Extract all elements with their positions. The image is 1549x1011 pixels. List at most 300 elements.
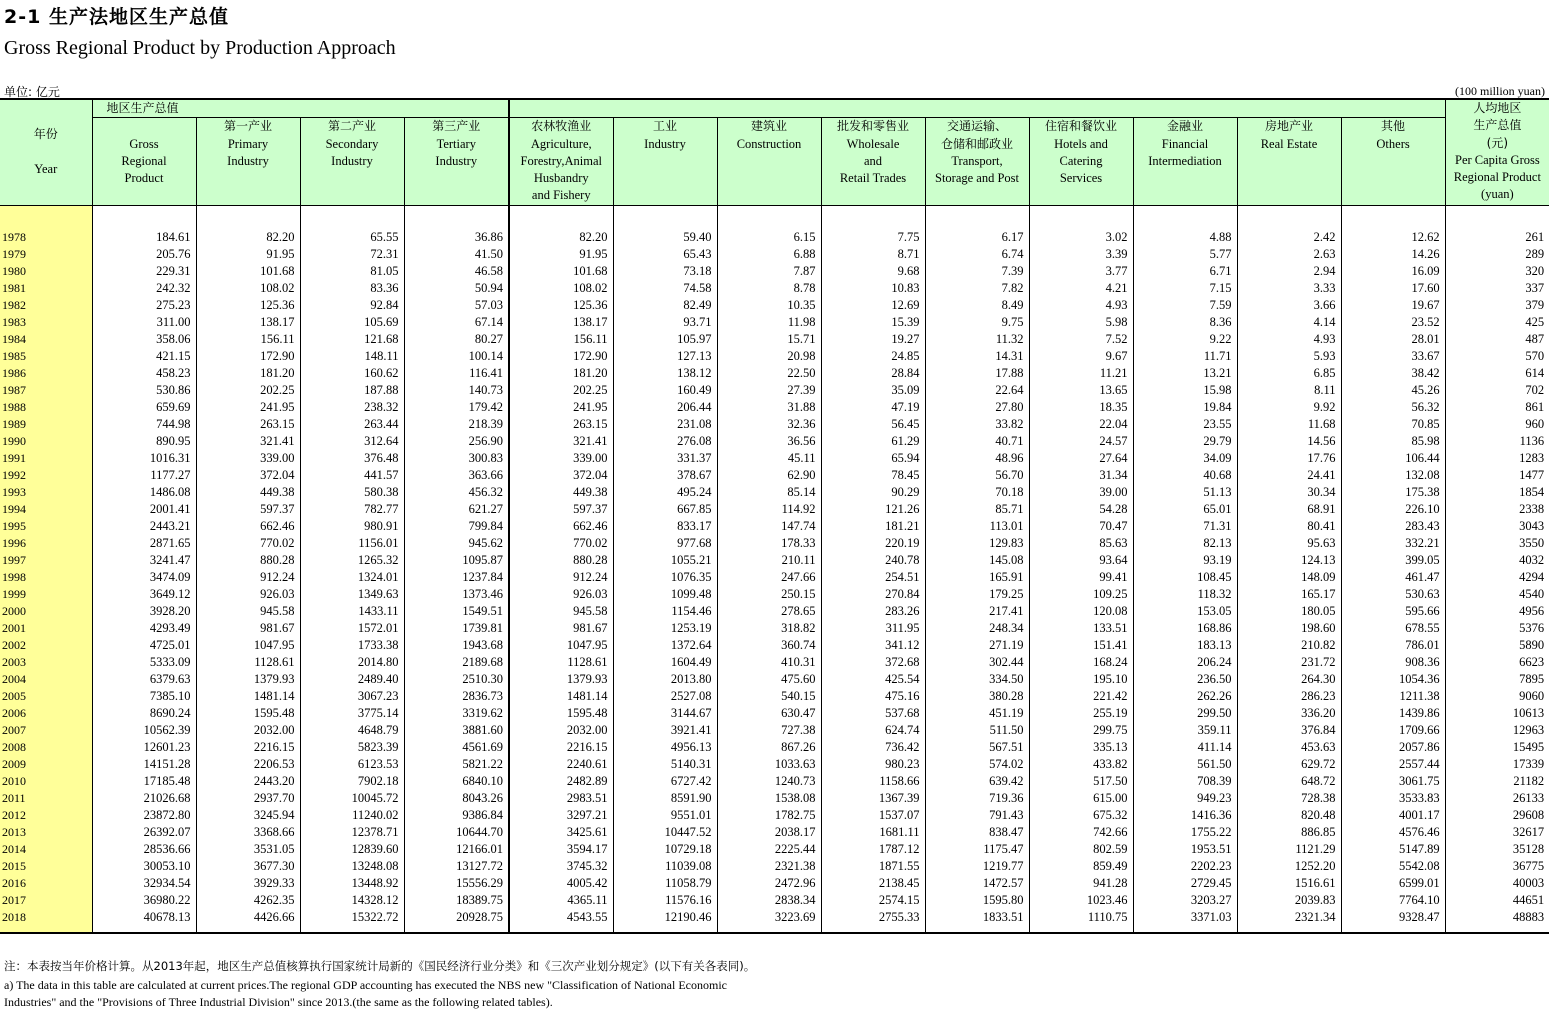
value-cell: 181.20	[196, 365, 300, 382]
value-cell: 99.41	[1029, 569, 1133, 586]
value-cell: 13.21	[1133, 365, 1237, 382]
table-row	[0, 535, 1549, 552]
spacer-cell	[509, 205, 613, 229]
spacer-cell	[821, 205, 925, 229]
value-cell: 51.13	[1133, 484, 1237, 501]
value-cell: 475.60	[717, 671, 821, 688]
value-cell: 3594.17	[509, 841, 613, 858]
year-cell: 1984	[0, 331, 92, 348]
year-cell: 1990	[0, 433, 92, 450]
value-cell: 10613	[1445, 705, 1549, 722]
value-cell: 1373.46	[404, 586, 509, 603]
value-cell: 70.85	[1341, 416, 1445, 433]
table-row	[0, 569, 1549, 586]
value-cell: 3297.21	[509, 807, 613, 824]
value-cell: 1054.36	[1341, 671, 1445, 688]
year-cell: 1982	[0, 297, 92, 314]
year-cell: 2014	[0, 841, 92, 858]
year-cell: 2012	[0, 807, 92, 824]
value-cell: 2321.34	[1237, 909, 1341, 926]
value-cell: 36.56	[717, 433, 821, 450]
value-cell: 151.41	[1029, 637, 1133, 654]
value-cell: 441.57	[300, 467, 404, 484]
value-cell: 9060	[1445, 688, 1549, 705]
value-cell: 15.71	[717, 331, 821, 348]
closing-cell	[925, 926, 1029, 933]
value-cell: 1516.61	[1237, 875, 1341, 892]
table-row	[0, 229, 1549, 246]
value-cell: 1871.55	[821, 858, 925, 875]
year-cell: 2000	[0, 603, 92, 620]
value-cell: 10562.39	[92, 722, 196, 739]
value-cell: 218.39	[404, 416, 509, 433]
table-row	[0, 552, 1549, 569]
header-transport: 交通运输、 仓储和邮政业 Transport, Storage and Post	[925, 118, 1029, 205]
value-cell: 487	[1445, 331, 1549, 348]
value-cell: 1253.19	[613, 620, 717, 637]
value-cell: 8690.24	[92, 705, 196, 722]
value-cell: 56.32	[1341, 399, 1445, 416]
value-cell: 35128	[1445, 841, 1549, 858]
value-cell: 3368.66	[196, 824, 300, 841]
value-cell: 2489.40	[300, 671, 404, 688]
value-cell: 65.01	[1133, 501, 1237, 518]
table-row	[0, 807, 1549, 824]
header-agriculture: 农林牧渔业 Agriculture, Forestry,Animal Husbandry and Fishery	[509, 118, 613, 205]
value-cell: 3775.14	[300, 705, 404, 722]
value-cell: 23.52	[1341, 314, 1445, 331]
value-cell: 210.11	[717, 552, 821, 569]
value-cell: 276.08	[613, 433, 717, 450]
value-cell: 1055.21	[613, 552, 717, 569]
value-cell: 275.23	[92, 297, 196, 314]
value-cell: 61.29	[821, 433, 925, 450]
value-cell: 15.39	[821, 314, 925, 331]
value-cell: 912.24	[509, 569, 613, 586]
value-cell: 8.11	[1237, 382, 1341, 399]
value-cell: 8.71	[821, 246, 925, 263]
value-cell: 1076.35	[613, 569, 717, 586]
value-cell: 6727.42	[613, 773, 717, 790]
year-cell: 2008	[0, 739, 92, 756]
value-cell: 7895	[1445, 671, 1549, 688]
year-cell: 1991	[0, 450, 92, 467]
value-cell: 90.29	[821, 484, 925, 501]
value-cell: 6.74	[925, 246, 1029, 263]
value-cell: 339.00	[509, 450, 613, 467]
value-cell: 14.31	[925, 348, 1029, 365]
value-cell: 302.44	[925, 654, 1029, 671]
table-row	[0, 297, 1549, 314]
value-cell: 236.50	[1133, 671, 1237, 688]
table-row	[0, 620, 1549, 637]
value-cell: 1154.46	[613, 603, 717, 620]
value-cell: 3425.61	[509, 824, 613, 841]
value-cell: 31.88	[717, 399, 821, 416]
year-cell: 2006	[0, 705, 92, 722]
value-cell: 1595.80	[925, 892, 1029, 909]
value-cell: 5147.89	[1341, 841, 1445, 858]
value-cell: 38.42	[1341, 365, 1445, 382]
value-cell: 32.36	[717, 416, 821, 433]
value-cell: 2729.45	[1133, 875, 1237, 892]
value-cell: 10447.52	[613, 824, 717, 841]
value-cell: 1016.31	[92, 450, 196, 467]
value-cell: 80.27	[404, 331, 509, 348]
value-cell: 949.23	[1133, 790, 1237, 807]
value-cell: 226.10	[1341, 501, 1445, 518]
value-cell: 28536.66	[92, 841, 196, 858]
spacer-cell	[925, 205, 1029, 229]
year-cell: 2015	[0, 858, 92, 875]
value-cell: 242.32	[92, 280, 196, 297]
value-cell: 67.14	[404, 314, 509, 331]
value-cell: 14328.12	[300, 892, 404, 909]
value-cell: 15556.29	[404, 875, 509, 892]
header-gdp-cn: 地区生产总值	[92, 99, 196, 118]
value-cell: 662.46	[509, 518, 613, 535]
value-cell: 6.88	[717, 246, 821, 263]
value-cell: 16.09	[1341, 263, 1445, 280]
value-cell: 153.05	[1133, 603, 1237, 620]
year-cell: 1992	[0, 467, 92, 484]
value-cell: 540.15	[717, 688, 821, 705]
year-cell: 1995	[0, 518, 92, 535]
value-cell: 31.34	[1029, 467, 1133, 484]
value-cell: 5.77	[1133, 246, 1237, 263]
value-cell: 321.41	[196, 433, 300, 450]
table-row	[0, 824, 1549, 841]
value-cell: 1047.95	[509, 637, 613, 654]
value-cell: 1047.95	[196, 637, 300, 654]
value-cell: 57.03	[404, 297, 509, 314]
value-cell: 2206.53	[196, 756, 300, 773]
year-cell: 2009	[0, 756, 92, 773]
value-cell: 132.08	[1341, 467, 1445, 484]
table-row	[0, 501, 1549, 518]
table-body	[0, 205, 1549, 933]
value-cell: 1477	[1445, 467, 1549, 484]
value-cell: 1549.51	[404, 603, 509, 620]
value-cell: 425	[1445, 314, 1549, 331]
value-cell: 630.47	[717, 705, 821, 722]
spacer-row	[0, 205, 1549, 229]
value-cell: 9.67	[1029, 348, 1133, 365]
value-cell: 399.05	[1341, 552, 1445, 569]
value-cell: 54.28	[1029, 501, 1133, 518]
table-row	[0, 688, 1549, 705]
value-cell: 372.04	[196, 467, 300, 484]
value-cell: 93.71	[613, 314, 717, 331]
table-row	[0, 790, 1549, 807]
value-cell: 181.20	[509, 365, 613, 382]
value-cell: 1211.38	[1341, 688, 1445, 705]
header-construction: 建筑业 Construction	[717, 118, 821, 205]
value-cell: 12378.71	[300, 824, 404, 841]
value-cell: 40.71	[925, 433, 1029, 450]
value-cell: 231.72	[1237, 654, 1341, 671]
value-cell: 2039.83	[1237, 892, 1341, 909]
value-cell: 29608	[1445, 807, 1549, 824]
value-cell: 34.09	[1133, 450, 1237, 467]
value-cell: 4956.13	[613, 739, 717, 756]
value-cell: 1099.48	[613, 586, 717, 603]
value-cell: 2983.51	[509, 790, 613, 807]
value-cell: 3.66	[1237, 297, 1341, 314]
spacer-cell	[613, 205, 717, 229]
value-cell: 597.37	[196, 501, 300, 518]
value-cell: 2225.44	[717, 841, 821, 858]
value-cell: 7.15	[1133, 280, 1237, 297]
value-cell: 85.63	[1029, 535, 1133, 552]
spacer-cell	[1133, 205, 1237, 229]
value-cell: 311.00	[92, 314, 196, 331]
value-cell: 6.71	[1133, 263, 1237, 280]
value-cell: 65.55	[300, 229, 404, 246]
value-cell: 1110.75	[1029, 909, 1133, 926]
value-cell: 867.26	[717, 739, 821, 756]
value-cell: 22.04	[1029, 416, 1133, 433]
value-cell: 13127.72	[404, 858, 509, 875]
value-cell: 13248.08	[300, 858, 404, 875]
value-cell: 72.31	[300, 246, 404, 263]
closing-row	[0, 926, 1549, 933]
value-cell: 6840.10	[404, 773, 509, 790]
value-cell: 70.18	[925, 484, 1029, 501]
value-cell: 8.36	[1133, 314, 1237, 331]
value-cell: 114.92	[717, 501, 821, 518]
value-cell: 719.36	[925, 790, 1029, 807]
value-cell: 247.66	[717, 569, 821, 586]
value-cell: 120.08	[1029, 603, 1133, 620]
value-cell: 44651	[1445, 892, 1549, 909]
value-cell: 160.49	[613, 382, 717, 399]
value-cell: 59.40	[613, 229, 717, 246]
value-cell: 3745.32	[509, 858, 613, 875]
value-cell: 50.94	[404, 280, 509, 297]
closing-cell	[196, 926, 300, 933]
value-cell: 461.47	[1341, 569, 1445, 586]
value-cell: 1486.08	[92, 484, 196, 501]
value-cell: 264.30	[1237, 671, 1341, 688]
value-cell: 12601.23	[92, 739, 196, 756]
value-cell: 283.26	[821, 603, 925, 620]
value-cell: 945.62	[404, 535, 509, 552]
value-cell: 125.36	[196, 297, 300, 314]
value-cell: 1349.63	[300, 586, 404, 603]
value-cell: 283.43	[1341, 518, 1445, 535]
value-cell: 121.26	[821, 501, 925, 518]
value-cell: 82.20	[196, 229, 300, 246]
table-row	[0, 280, 1549, 297]
year-cell: 1985	[0, 348, 92, 365]
value-cell: 2443.21	[92, 518, 196, 535]
value-cell: 2032.00	[509, 722, 613, 739]
year-cell: 1981	[0, 280, 92, 297]
year-cell: 2013	[0, 824, 92, 841]
value-cell: 95.63	[1237, 535, 1341, 552]
value-cell: 376.48	[300, 450, 404, 467]
value-cell: 908.36	[1341, 654, 1445, 671]
value-cell: 299.50	[1133, 705, 1237, 722]
value-cell: 2138.45	[821, 875, 925, 892]
value-cell: 129.83	[925, 535, 1029, 552]
value-cell: 10644.70	[404, 824, 509, 841]
year-cell: 2004	[0, 671, 92, 688]
value-cell: 187.88	[300, 382, 404, 399]
value-cell: 570	[1445, 348, 1549, 365]
value-cell: 19.67	[1341, 297, 1445, 314]
year-cell: 1996	[0, 535, 92, 552]
value-cell: 108.02	[509, 280, 613, 297]
value-cell: 3677.30	[196, 858, 300, 875]
value-cell: 1128.61	[196, 654, 300, 671]
value-cell: 100.14	[404, 348, 509, 365]
year-cell: 1987	[0, 382, 92, 399]
year-cell: 2002	[0, 637, 92, 654]
value-cell: 1604.49	[613, 654, 717, 671]
value-cell: 2038.17	[717, 824, 821, 841]
value-cell: 202.25	[509, 382, 613, 399]
spacer-cell	[1029, 205, 1133, 229]
value-cell: 7.82	[925, 280, 1029, 297]
table-row	[0, 484, 1549, 501]
value-cell: 1472.57	[925, 875, 1029, 892]
value-cell: 261	[1445, 229, 1549, 246]
value-cell: 1379.93	[509, 671, 613, 688]
value-cell: 18.35	[1029, 399, 1133, 416]
value-cell: 421.15	[92, 348, 196, 365]
year-cell: 1997	[0, 552, 92, 569]
value-cell: 62.90	[717, 467, 821, 484]
value-cell: 229.31	[92, 263, 196, 280]
value-cell: 210.82	[1237, 637, 1341, 654]
value-cell: 2321.38	[717, 858, 821, 875]
page-title-en: Gross Regional Product by Production Approach	[4, 37, 396, 59]
value-cell: 18389.75	[404, 892, 509, 909]
value-cell: 93.64	[1029, 552, 1133, 569]
value-cell: 17185.48	[92, 773, 196, 790]
value-cell: 73.18	[613, 263, 717, 280]
value-cell: 27.64	[1029, 450, 1133, 467]
value-cell: 3550	[1445, 535, 1549, 552]
value-cell: 1595.48	[196, 705, 300, 722]
value-cell: 263.15	[509, 416, 613, 433]
table-row	[0, 892, 1549, 909]
spacer-cell	[404, 205, 509, 229]
value-cell: 3929.33	[196, 875, 300, 892]
year-cell: 2011	[0, 790, 92, 807]
value-cell: 33.82	[925, 416, 1029, 433]
value-cell: 3203.27	[1133, 892, 1237, 909]
table-row	[0, 637, 1549, 654]
value-cell: 372.04	[509, 467, 613, 484]
value-cell: 786.01	[1341, 637, 1445, 654]
value-cell: 40678.13	[92, 909, 196, 926]
value-cell: 1240.73	[717, 773, 821, 790]
value-cell: 4725.01	[92, 637, 196, 654]
value-cell: 659.69	[92, 399, 196, 416]
value-cell: 4293.49	[92, 620, 196, 637]
value-cell: 517.50	[1029, 773, 1133, 790]
value-cell: 3241.47	[92, 552, 196, 569]
value-cell: 195.10	[1029, 671, 1133, 688]
value-cell: 4262.35	[196, 892, 300, 909]
value-cell: 91.95	[196, 246, 300, 263]
value-cell: 36.86	[404, 229, 509, 246]
value-cell: 4032	[1445, 552, 1549, 569]
value-cell: 3144.67	[613, 705, 717, 722]
value-cell: 1023.46	[1029, 892, 1133, 909]
value-cell: 26133	[1445, 790, 1549, 807]
value-cell: 1237.84	[404, 569, 509, 586]
table-row	[0, 399, 1549, 416]
value-cell: 337	[1445, 280, 1549, 297]
value-cell: 181.21	[821, 518, 925, 535]
value-cell: 85.71	[925, 501, 1029, 518]
value-cell: 1033.63	[717, 756, 821, 773]
value-cell: 19.84	[1133, 399, 1237, 416]
closing-cell	[613, 926, 717, 933]
value-cell: 165.17	[1237, 586, 1341, 603]
value-cell: 3474.09	[92, 569, 196, 586]
table-row	[0, 348, 1549, 365]
value-cell: 2838.34	[717, 892, 821, 909]
value-cell: 980.23	[821, 756, 925, 773]
value-cell: 24.57	[1029, 433, 1133, 450]
value-cell: 511.50	[925, 722, 1029, 739]
closing-cell	[0, 926, 92, 933]
value-cell: 6123.53	[300, 756, 404, 773]
value-cell: 5542.08	[1341, 858, 1445, 875]
value-cell: 880.28	[509, 552, 613, 569]
value-cell: 118.32	[1133, 586, 1237, 603]
footnote-en: a) The data in this table are calculated at current prices.The regional GDP accounting has executed the NBS new "Classification of National Economic Industries" and the "Provisions of Three Industrial Division" since 2013.(the same as the following related tables).	[4, 978, 727, 1009]
value-cell: 1121.29	[1237, 841, 1341, 858]
value-cell: 1943.68	[404, 637, 509, 654]
table-row	[0, 875, 1549, 892]
value-cell: 46.58	[404, 263, 509, 280]
value-cell: 17.60	[1341, 280, 1445, 297]
value-cell: 7.52	[1029, 331, 1133, 348]
value-cell: 11.21	[1029, 365, 1133, 382]
value-cell: 3067.23	[300, 688, 404, 705]
value-cell: 165.91	[925, 569, 1029, 586]
value-cell: 206.24	[1133, 654, 1237, 671]
value-cell: 36980.22	[92, 892, 196, 909]
value-cell: 41.50	[404, 246, 509, 263]
value-cell: 2032.00	[196, 722, 300, 739]
value-cell: 56.45	[821, 416, 925, 433]
value-cell: 838.47	[925, 824, 1029, 841]
year-cell: 2010	[0, 773, 92, 790]
value-cell: 736.42	[821, 739, 925, 756]
value-cell: 4.93	[1237, 331, 1341, 348]
year-cell: 1993	[0, 484, 92, 501]
value-cell: 7.39	[925, 263, 1029, 280]
value-cell: 241.95	[196, 399, 300, 416]
spacer-cell	[1237, 205, 1341, 229]
value-cell: 11.68	[1237, 416, 1341, 433]
value-cell: 912.24	[196, 569, 300, 586]
value-cell: 453.63	[1237, 739, 1341, 756]
value-cell: 5823.39	[300, 739, 404, 756]
value-cell: 289	[1445, 246, 1549, 263]
value-cell: 106.44	[1341, 450, 1445, 467]
value-cell: 639.42	[925, 773, 1029, 790]
value-cell: 179.25	[925, 586, 1029, 603]
value-cell: 5.98	[1029, 314, 1133, 331]
